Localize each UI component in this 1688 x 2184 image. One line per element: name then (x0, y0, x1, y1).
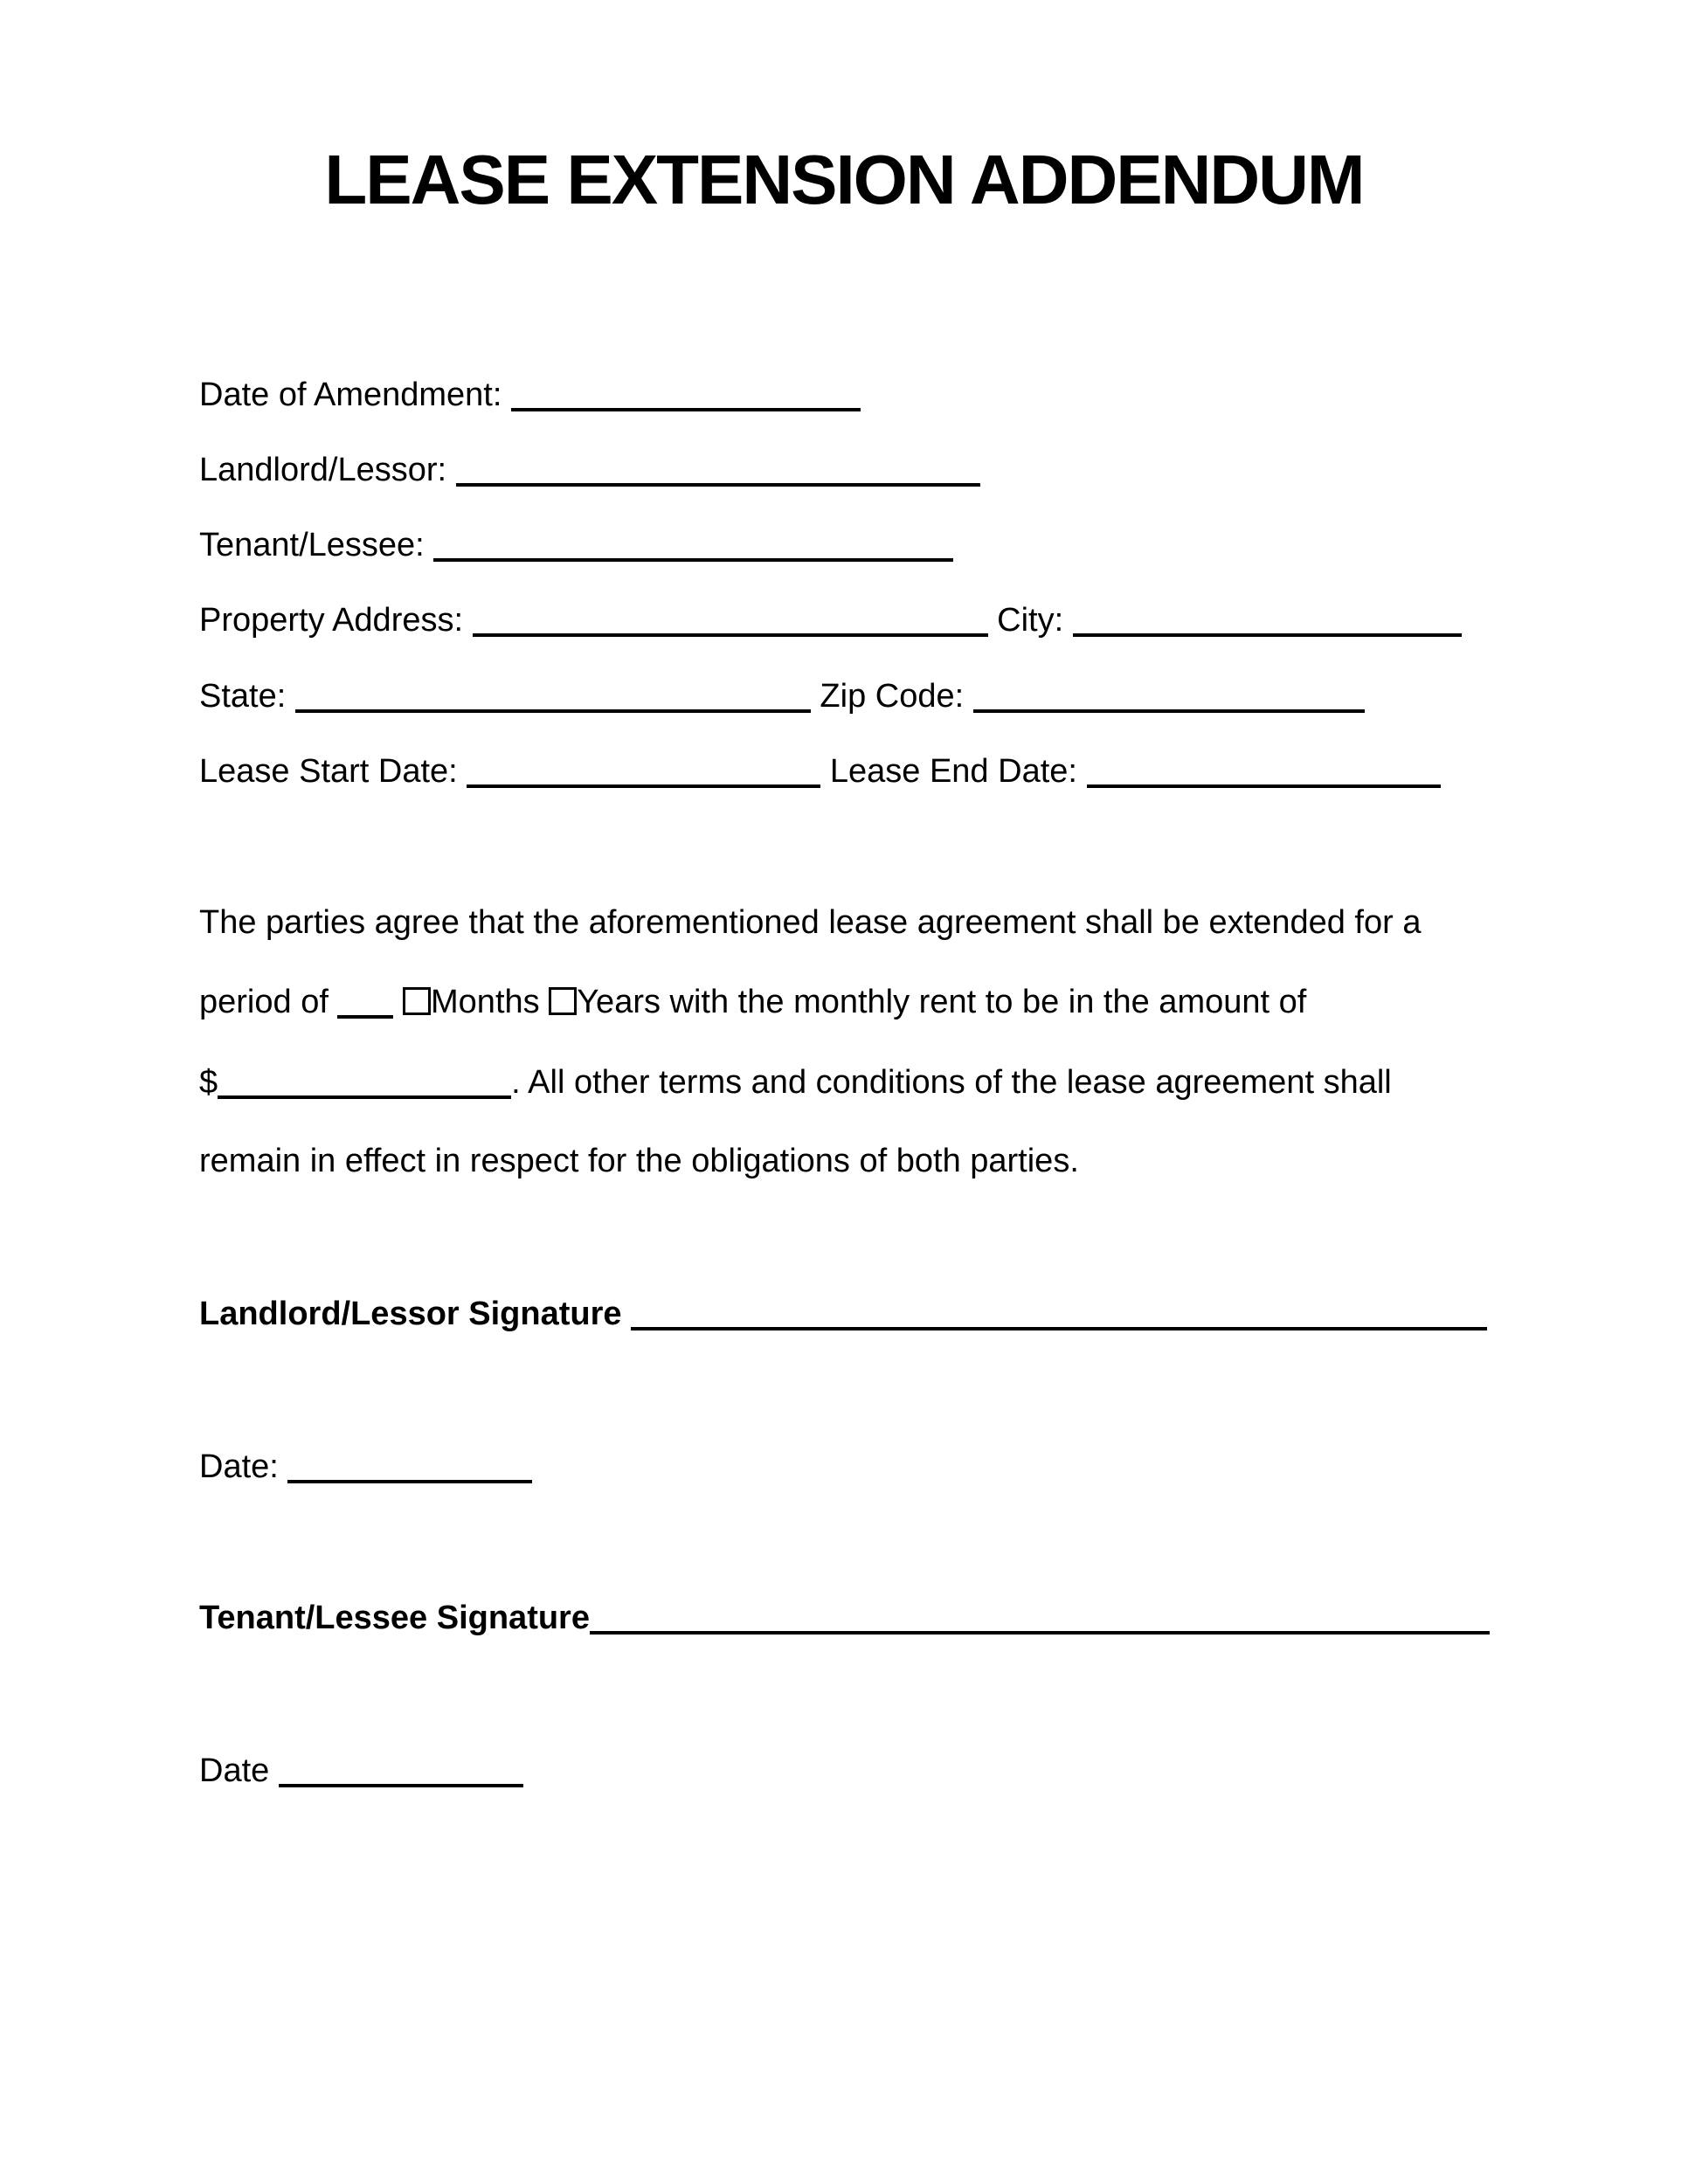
months-checkbox[interactable] (403, 987, 431, 1015)
property-address-label: Property Address: (199, 602, 464, 639)
tenant-signature-row (199, 1601, 1490, 1635)
property-address-field[interactable] (473, 633, 988, 637)
lease-end-date-field[interactable] (1087, 784, 1441, 788)
dollar-sign: $ (199, 1064, 218, 1101)
landlord-signature-row (199, 1297, 1487, 1330)
lease-dates-row (199, 755, 1441, 788)
years-label: Years (577, 984, 661, 1020)
landlord-signature-label: Landlord/Lessor Signature (199, 1296, 622, 1332)
tenant-field[interactable] (433, 558, 953, 562)
tenant-date-label: Date (199, 1752, 270, 1789)
period-of-label: period of (199, 984, 329, 1020)
paragraph-line-3 (199, 1066, 1392, 1099)
paragraph-line-1 (199, 906, 1421, 939)
months-label: Months (431, 984, 540, 1020)
monthly-rent-field[interactable] (218, 1095, 511, 1099)
landlord-signature-field[interactable] (631, 1327, 1487, 1330)
landlord-field[interactable] (456, 483, 980, 487)
paragraph-text-1: The parties agree that the aforementioned lease agreement shall be extended for a (199, 904, 1422, 941)
paragraph-line-4 (199, 1144, 1079, 1178)
tenant-date-row (199, 1754, 523, 1787)
state-label: State: (199, 678, 287, 715)
city-label: City: (997, 602, 1064, 639)
landlord-date-label: Date: (199, 1448, 279, 1485)
state-field[interactable] (295, 709, 811, 713)
lease-end-date-label: Lease End Date: (829, 753, 1077, 790)
paragraph-line-2 (199, 985, 1306, 1019)
years-checkbox[interactable] (549, 987, 577, 1015)
tenant-signature-label: Tenant/Lessee Signature (199, 1600, 590, 1636)
date-of-amendment-label: Date of Amendment: (199, 377, 502, 413)
tenant-label: Tenant/Lessee: (199, 527, 425, 563)
paragraph-text-3: . All other terms and conditions of the lease agreement shall (511, 1064, 1392, 1101)
tenant-date-field[interactable] (279, 1784, 523, 1787)
tenant-signature-field[interactable] (590, 1631, 1490, 1635)
zip-code-field[interactable] (973, 709, 1365, 713)
paragraph-text-2: with the monthly rent to be in the amount of (669, 984, 1307, 1020)
lease-start-date-field[interactable] (467, 784, 820, 788)
landlord-date-row (199, 1450, 532, 1483)
zip-code-label: Zip Code: (820, 678, 965, 715)
city-field[interactable] (1073, 633, 1462, 637)
period-length-field[interactable] (337, 1015, 393, 1019)
landlord-label: Landlord/Lessor: (199, 452, 447, 488)
paragraph-text-4: remain in effect in respect for the obligations of both parties. (199, 1143, 1079, 1179)
date-of-amendment-row (199, 378, 861, 411)
landlord-row (199, 453, 980, 487)
document-title: LEASE EXTENSION ADDENDUM (324, 141, 1364, 218)
property-address-row (199, 604, 1462, 637)
lease-start-date-label: Lease Start Date: (199, 753, 458, 790)
landlord-date-field[interactable] (287, 1480, 532, 1483)
state-zip-row (199, 680, 1365, 713)
tenant-row (199, 529, 953, 562)
date-of-amendment-field[interactable] (511, 408, 861, 411)
